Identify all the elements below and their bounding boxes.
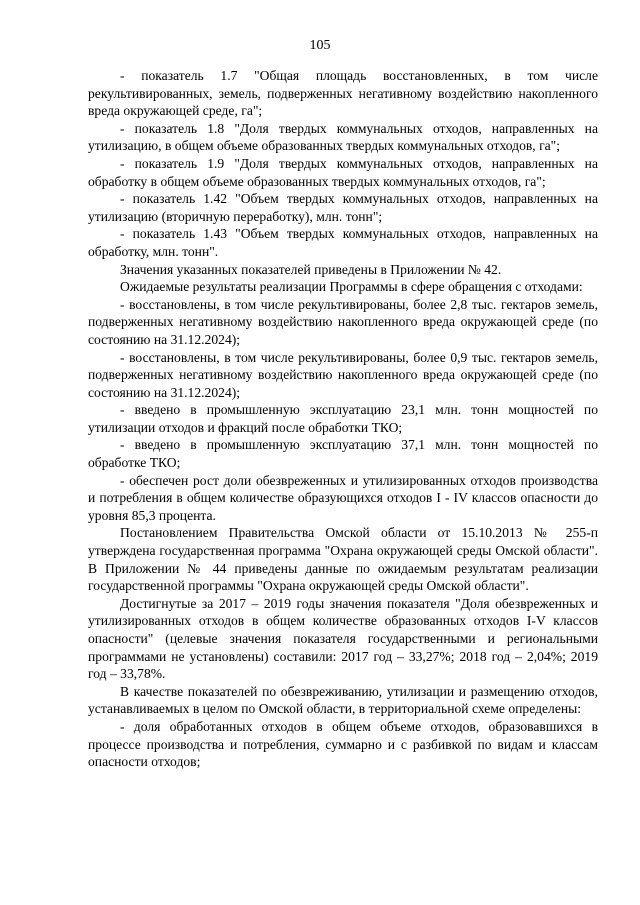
paragraph-indicator-1-9: - показатель 1.9 "Доля твердых коммунальных отходов, направленных на обработку в общем объеме образованных твердых коммунальных отходов, га"; — [88, 155, 598, 189]
paragraph-appendix-42: Значения указанных показателей приведены в Приложении № 42. — [120, 261, 502, 277]
paragraph-restored-0-9: - восстановлены, в том числе рекультивированы, более 0,9 тыс. гектаров земель, подверженных негативному воздействию накопленного вреда окружающей среде (по состоянию на 31.12.2024); — [88, 349, 598, 400]
paragraph-territorial-scheme: В качестве показателей по обезвреживанию, утилизации и размещению отходов, устанавливаемых в целом по Омской области, в территориальной схеме определены: — [88, 683, 598, 717]
paragraph-indicator-1-43: - показатель 1.43 "Объем твердых коммунальных отходов, направленных на обработку, млн. тонн". — [88, 226, 598, 259]
paragraph-capacity-37-1: - введено в промышленную эксплуатацию 37,1 млн. тонн мощностей по обработке ТКО; — [88, 437, 598, 471]
paragraph-capacity-23-1: - введено в промышленную эксплуатацию 23,1 млн. тонн мощностей по утилизации отходов и фракций после обработки ТКО; — [88, 402, 598, 435]
paragraph-indicator-1-7: - показатель 1.7 "Общая площадь восстановленных, в том числе рекультивированных, земель, подверженных негативному воздействию накопленного вреда окружающей среде, га"; — [88, 68, 598, 119]
document-body — [88, 67, 598, 771]
paragraph-achieved-values: Достигнутые за 2017 – 2019 годы значения показателя "Доля обезвреженных и утилизированных отходов в общем количестве образованных отходов I-V классов опасности" (целевые значения показателя государственными и региональными программами не установлены) составили: 2017 год – 33,27%; 2018 год – 2,04%; 2019 год – 33,78%. — [88, 595, 598, 682]
paragraph-indicator-1-8: - показатель 1.8 "Доля твердых коммунальных отходов, направленных на утилизацию, в общем объеме образованных твердых коммунальных отходов, га"; — [88, 120, 598, 154]
paragraph-resolution: Постановлением Правительства Омской области от 15.10.2013 № 255-п утверждена государственная программа "Охрана окружающей среды Омской области". В Приложении № 44 приведены данные по ожидаемым результатам реализации государственной программы "Охрана окружающей среды Омской области". — [88, 525, 598, 594]
paragraph-restored-2-8: - восстановлены, в том числе рекультивированы, более 2,8 тыс. гектаров земель, подверженных негативному воздействию накопленного вреда окружающей среде (по состоянию на 31.12.2024); — [88, 296, 598, 347]
paragraph-processed-share: - доля обработанных отходов в общем объеме отходов, образовавшихся в процессе производства и потребления, суммарно и с разбивкой по видам и классам опасности отходов; — [88, 718, 598, 770]
paragraph-share-growth: - обеспечен рост доли обезвреженных и утилизированных отходов производства и потребления в общем количестве образующихся отходов I - IV классов опасности до уровня 85,3 процента. — [88, 472, 598, 523]
paragraph-indicator-1-42: - показатель 1.42 "Объем твердых коммунальных отходов, направленных на утилизацию (вторичную переработку), млн. тонн"; — [88, 191, 598, 224]
page-number: 105 — [309, 38, 331, 53]
paragraph-expected-results: Ожидаемые результаты реализации Программы в сфере обращения с отходами: — [120, 279, 583, 295]
